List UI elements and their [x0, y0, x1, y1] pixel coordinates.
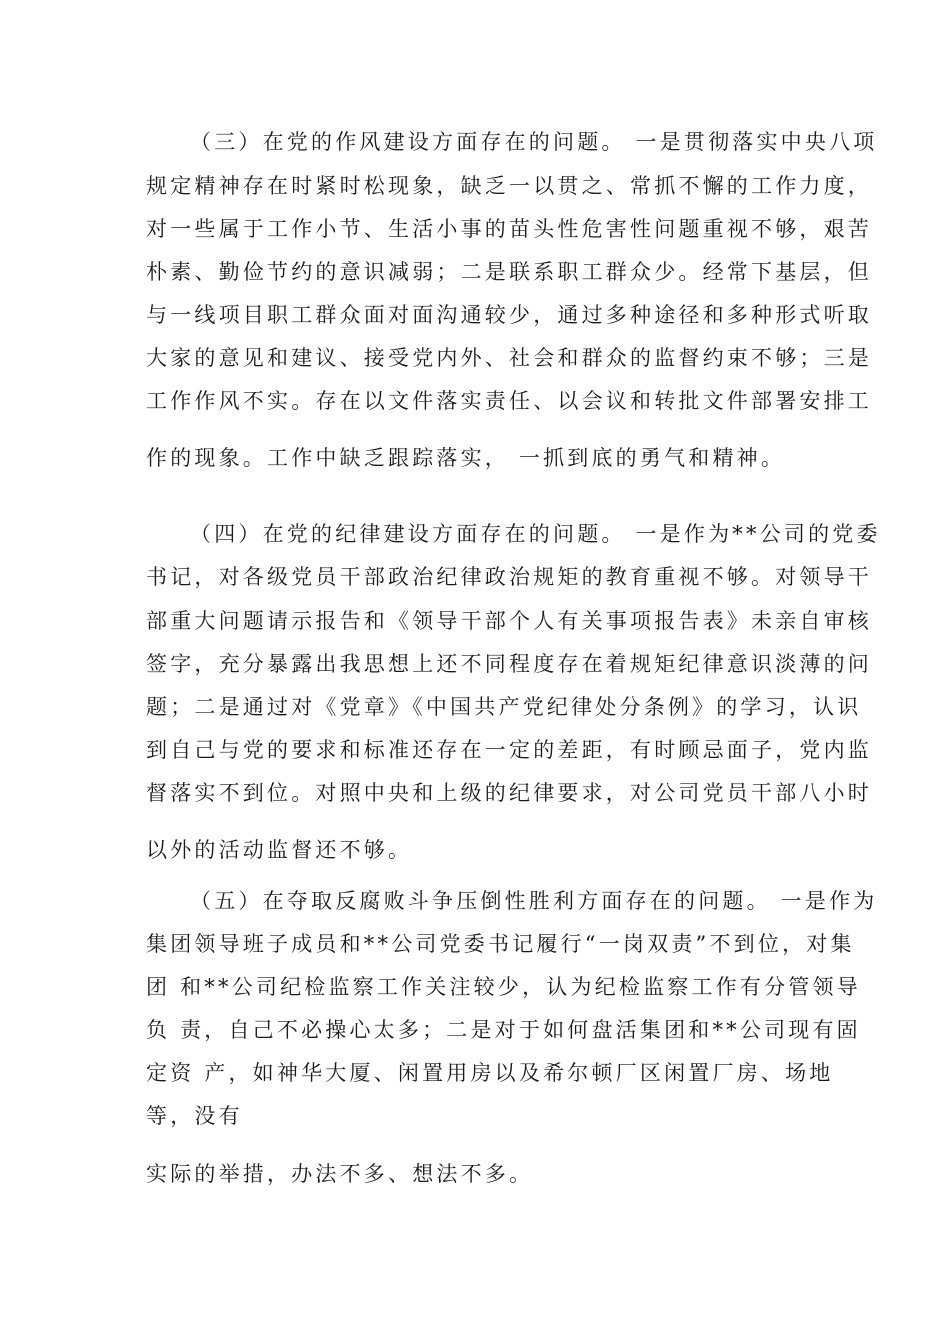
paragraph-line: 作的现象。工作中缺乏跟踪落实， 一抓到底的勇气和精神。: [146, 446, 786, 470]
paragraph-line: 部重大问题请示报告和《领导干部个人有关事项报告表》未亲自审核: [146, 609, 872, 633]
paragraph-line: （三）在党的作风建设方面存在的问题。 一是贯彻落实中央八项: [190, 130, 878, 154]
paragraph-line: 定资 产，如神华大厦、闲置用房以及希尔顿厂区闲置厂房、场地: [146, 1061, 834, 1085]
paragraph-line: 大家的意见和建议、接受党内外、社会和群众的监督约束不够；三是: [146, 346, 872, 370]
paragraph-line: 工作作风不实。存在以文件落实责任、以会议和转批文件部署安排工: [146, 389, 872, 413]
paragraph-line: 实际的举措，办法不多、想法不多。: [146, 1162, 534, 1186]
paragraph-line: 朴素、勤俭节约的意识减弱；二是联系职工群众少。经常下基层，但: [146, 260, 872, 284]
paragraph-line: 负 责，自己不必操心太多；二是对于如何盘活集团和**公司现有固: [146, 1018, 861, 1042]
paragraph-line: 以外的活动监督还不够。: [146, 838, 413, 862]
paragraph-line: 书记，对各级党员干部政治纪律政治规矩的教育重视不够。对领导干: [146, 565, 872, 589]
paragraph-line: 签字，充分暴露出我思想上还不同程度存在着规矩纪律意识淡薄的问: [146, 652, 872, 676]
paragraph-line: 督落实不到位。对照中央和上级的纪律要求，对公司党员干部八小时: [146, 781, 872, 805]
paragraph-line: 等，没有: [146, 1104, 243, 1128]
paragraph-line: 题；二是通过对《党章》《中国共产党纪律处分条例》的学习，认识: [146, 695, 862, 719]
paragraph-line: 对一些属于工作小节、生活小事的苗头性危害性问题重视不够，艰苦: [146, 217, 872, 241]
paragraph-line: （四）在党的纪律建设方面存在的问题。 一是作为**公司的党委: [190, 522, 881, 546]
paragraph-line: 集团领导班子成员和**公司党委书记履行“一岗双责”不到位，对集: [146, 932, 855, 956]
paragraph-line: （五）在夺取反腐败斗争压倒性胜利方面存在的问题。 一是作为: [190, 889, 878, 913]
paragraph-line: 规定精神存在时紧时松现象，缺乏一以贯之、常抓不懈的工作力度，: [146, 174, 872, 198]
paragraph-line: 与一线项目职工群众面对面沟通较少，通过多种途径和多种形式听取: [146, 303, 872, 327]
paragraph-line: 团 和**公司纪检监察工作关注较少，认为纪检监察工作有分管领导: [146, 975, 861, 999]
paragraph-line: 到自己与党的要求和标准还存在一定的差距，有时顾忌面子，党内监: [146, 738, 872, 762]
